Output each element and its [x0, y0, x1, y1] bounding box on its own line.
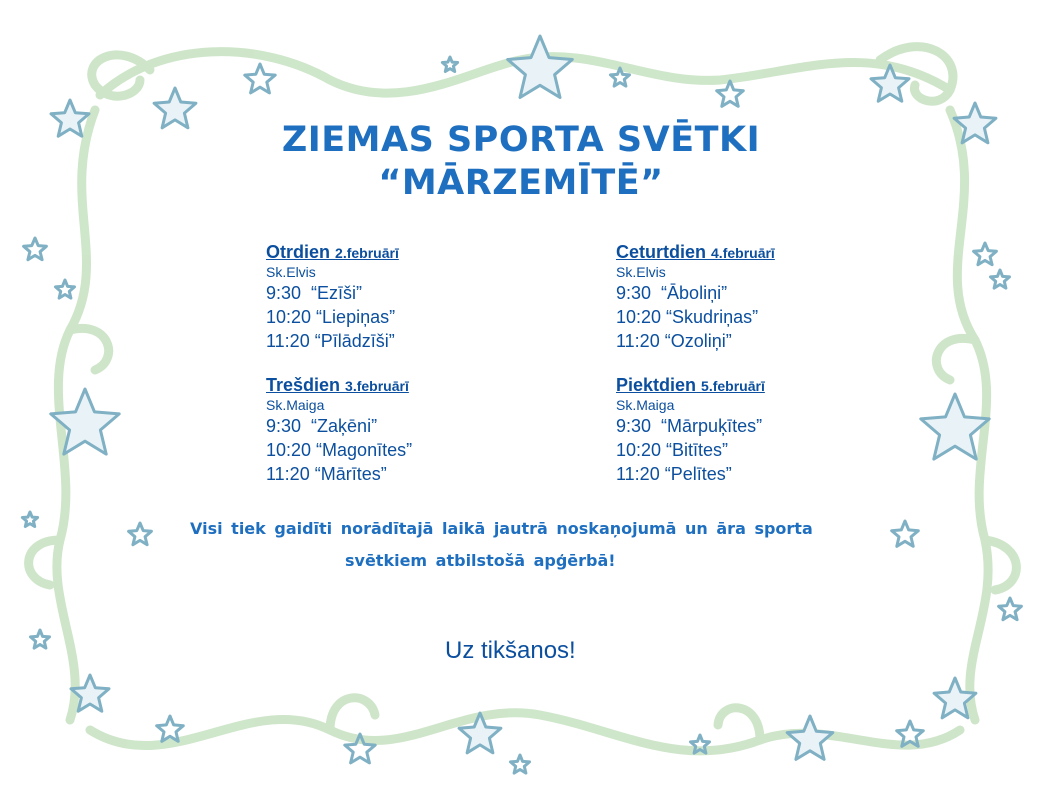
star-icon [717, 81, 744, 106]
time-slot [266, 438, 596, 462]
day-heading [616, 241, 946, 264]
slot-time: 11:20 [266, 464, 310, 484]
slot-time: 11:20 [616, 464, 660, 484]
slot-group: “Skudriņas” [661, 307, 759, 327]
schedule-block-thursday [616, 241, 946, 353]
time-slot [616, 438, 946, 462]
time-slot [266, 329, 596, 353]
slot-time: 10:20 [616, 440, 662, 460]
slot-group: “Mārpuķītes” [651, 416, 763, 436]
slot-group: “Āboliņi” [651, 283, 728, 303]
star-icon [24, 238, 47, 260]
day-date: 4.februārī [711, 245, 775, 261]
time-slot [266, 462, 596, 486]
teacher-name: Sk.Maiga [266, 397, 325, 413]
teacher-name: Sk.Maiga [616, 397, 675, 413]
slot-group: “Ezīši” [301, 283, 363, 303]
slot-time: 9:30 [266, 416, 302, 436]
star-icon [991, 270, 1010, 288]
slot-time: 10:20 [266, 307, 312, 327]
day-name: Otrdien [266, 242, 331, 262]
attire-note-line2: svētkiem atbilstošā apģērbā! [345, 551, 616, 570]
time-slot [616, 329, 946, 353]
event-title: ZIEMAS SPORTA SVĒTKI [281, 120, 761, 160]
time-slot [266, 305, 596, 329]
day-heading [266, 241, 596, 264]
slot-time: 11:20 [266, 331, 310, 351]
day-date: 2.februārī [335, 245, 399, 261]
teacher-name: Sk.Elvis [616, 264, 666, 280]
swirl-bottom-curl1 [330, 698, 375, 730]
time-slot [616, 462, 946, 486]
event-subtitle: “MĀRZEMĪTĒ” [378, 163, 664, 203]
day-name: Ceturtdien [616, 242, 706, 262]
star-icon [31, 630, 50, 648]
star-icon [129, 523, 152, 545]
star-icon [22, 512, 37, 527]
star-icon [974, 243, 997, 265]
slot-group: “Liepiņas” [311, 307, 396, 327]
slot-group: “Pelītes” [659, 464, 732, 484]
day-name: Trešdien [266, 375, 341, 395]
slot-group: “Ozoliņi” [659, 331, 732, 351]
teacher-name: Sk.Elvis [266, 264, 316, 280]
schedule-block-friday [616, 374, 946, 486]
slot-group: “Magonītes” [311, 440, 413, 460]
star-icon [787, 716, 833, 759]
star-icon [442, 57, 457, 72]
attire-note-line1: Visi tiek gaidīti norādītajā laikā jautrā noskaņojumā un āra sporta [190, 519, 813, 538]
slot-time: 10:20 [266, 440, 312, 460]
day-date: 5.februārī [701, 378, 765, 394]
slot-group: “Zaķēni” [301, 416, 378, 436]
slot-time: 9:30 [266, 283, 302, 303]
swirl-bottom-curl2 [718, 708, 760, 740]
star-icon [999, 598, 1022, 620]
schedule-block-tuesday [266, 241, 596, 353]
time-slot [616, 305, 946, 329]
day-name: Piektdien [616, 375, 697, 395]
day-heading [266, 374, 596, 397]
slot-time: 9:30 [616, 283, 652, 303]
time-slot [616, 414, 946, 438]
day-heading [616, 374, 946, 397]
slot-time: 9:30 [616, 416, 652, 436]
star-icon [892, 521, 919, 546]
day-date: 3.februārī [345, 378, 409, 394]
star-icon [511, 755, 530, 773]
star-icon [56, 280, 75, 298]
slot-time: 10:20 [616, 307, 662, 327]
schedule-block-wednesday [266, 374, 596, 486]
swirl-left-curl1 [70, 328, 109, 370]
star-icon [245, 64, 275, 93]
closing-greeting: Uz tikšanos! [445, 637, 576, 664]
time-slot [266, 281, 596, 305]
star-icon [508, 36, 573, 98]
star-icon [691, 735, 710, 753]
slot-group: “Mārītes” [309, 464, 387, 484]
slot-time: 11:20 [616, 331, 660, 351]
time-slot [266, 414, 596, 438]
slot-group: “Bitītes” [661, 440, 729, 460]
time-slot [616, 281, 946, 305]
slot-group: “Pīlādzīši” [309, 331, 395, 351]
